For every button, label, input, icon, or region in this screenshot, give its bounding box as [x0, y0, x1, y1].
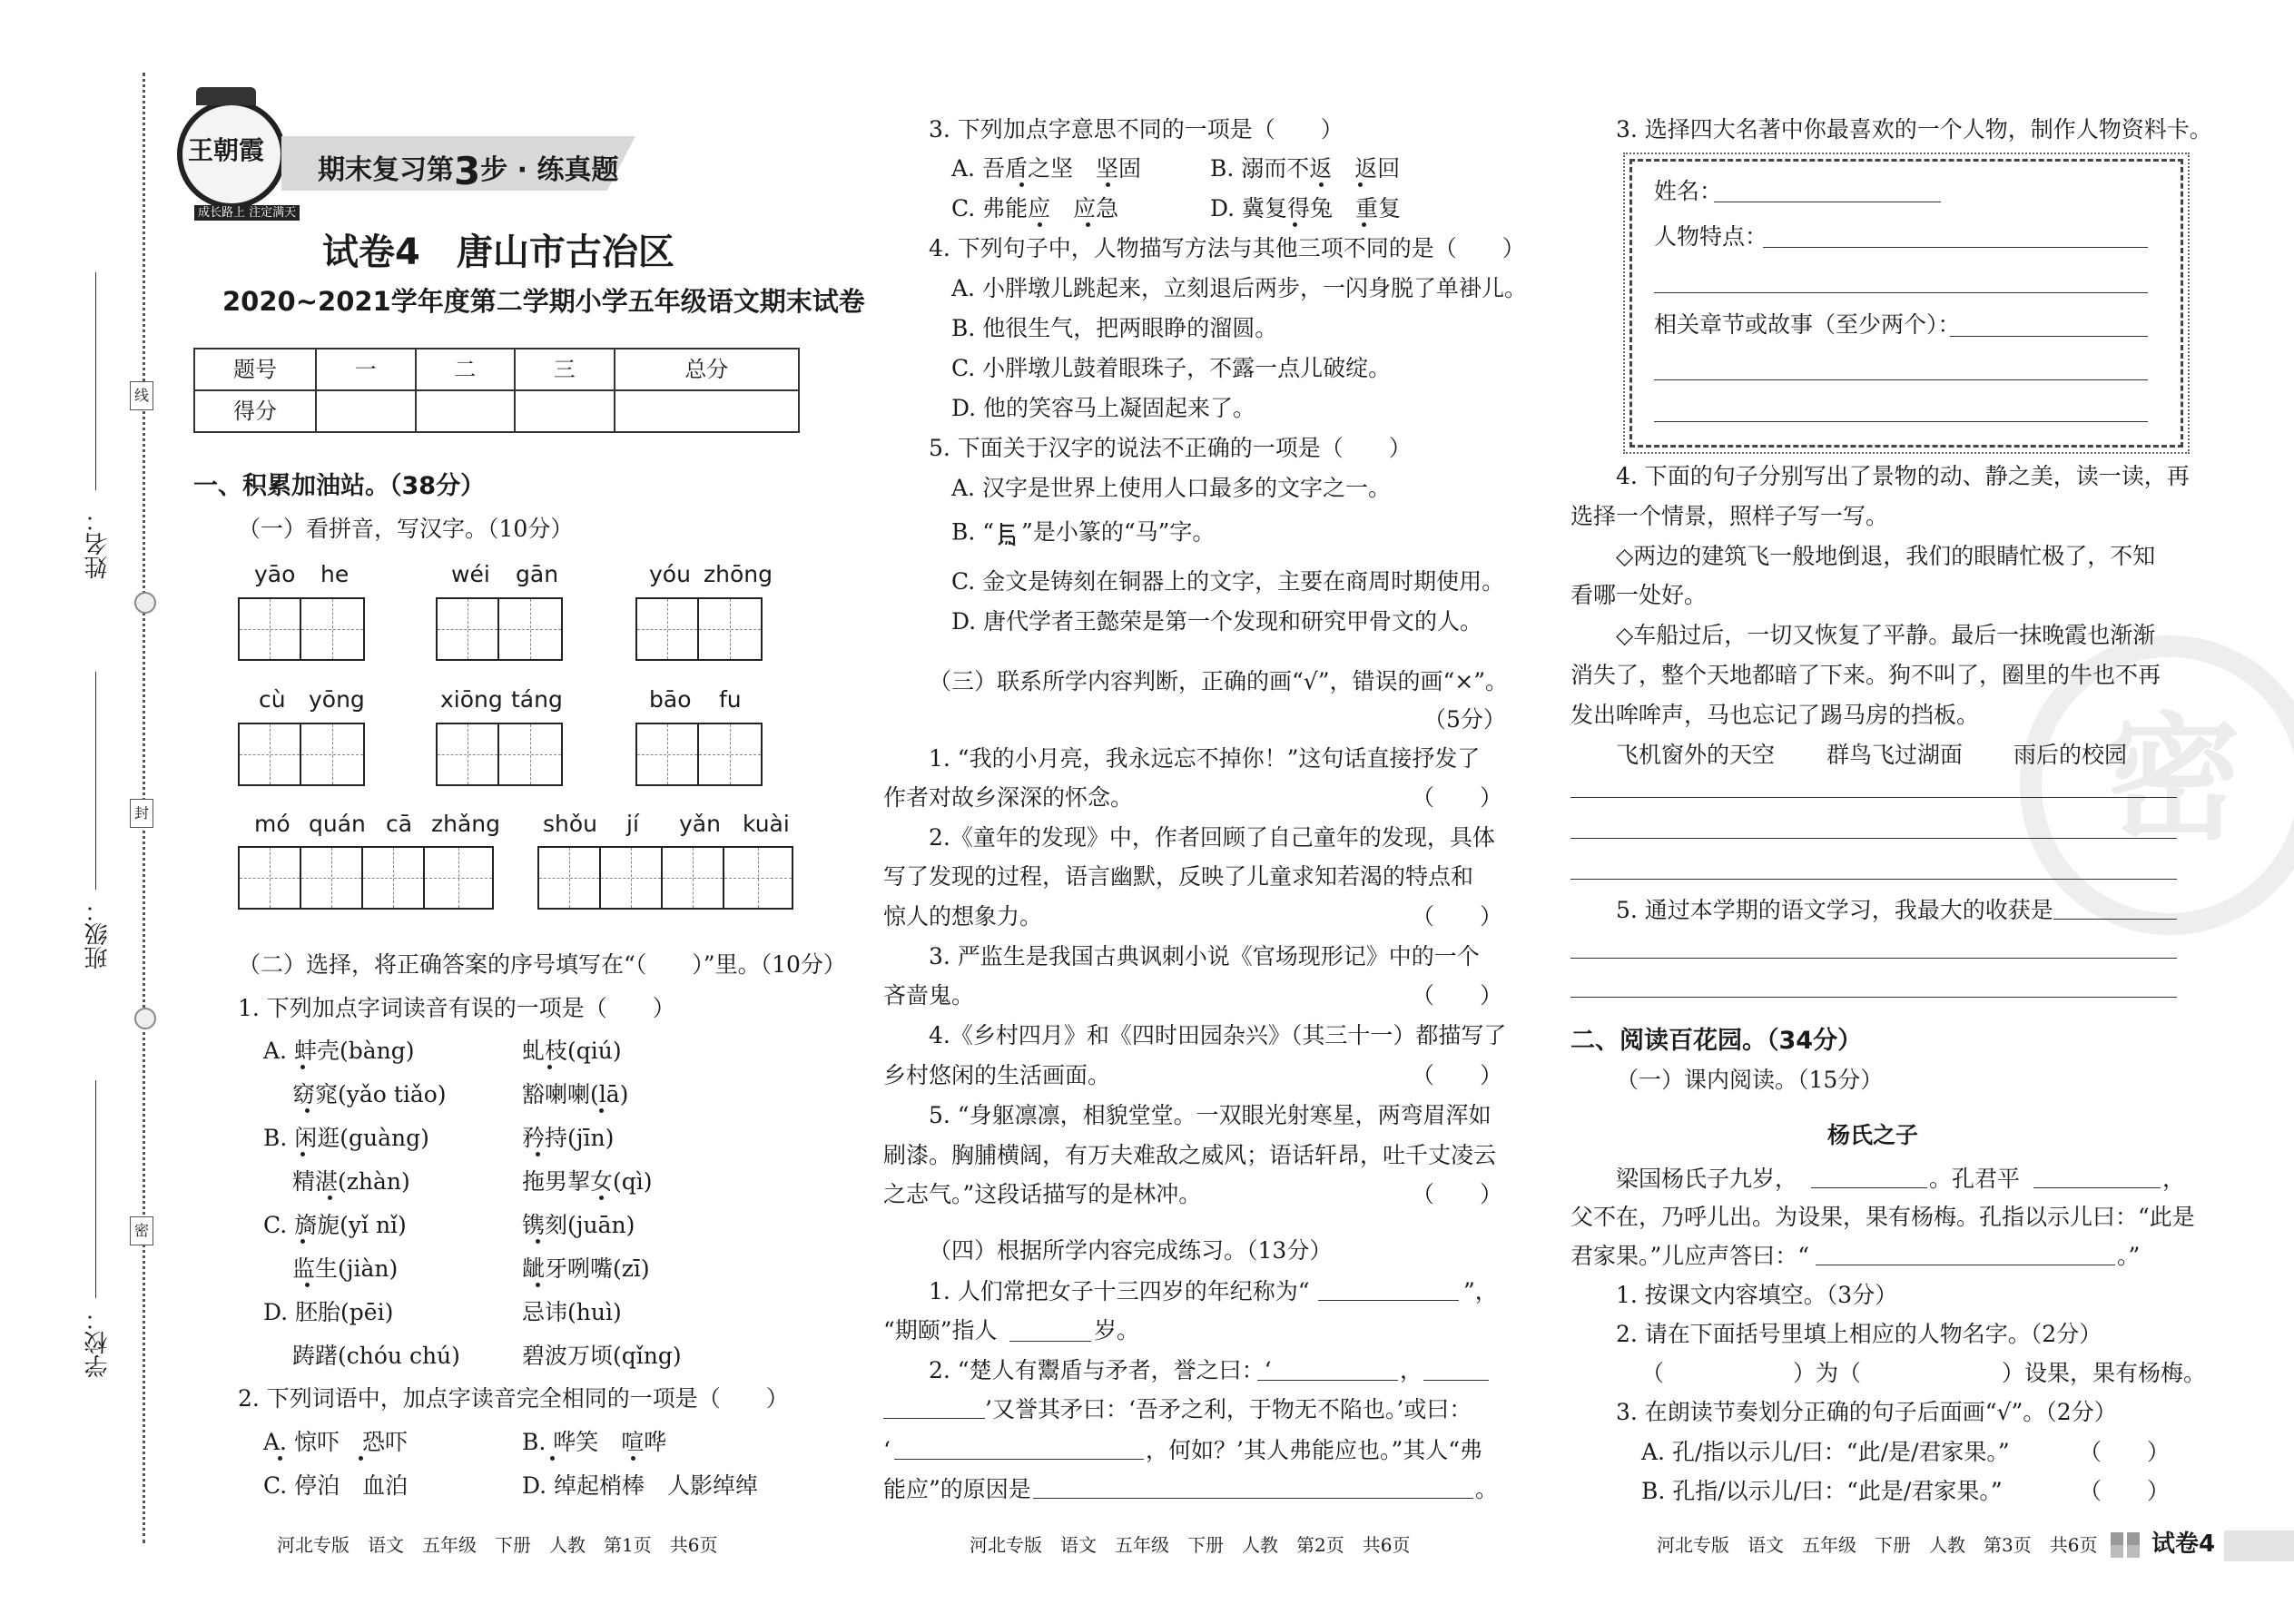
- pinyin: zhōng: [704, 561, 773, 587]
- emphasis-dot: [328, 1196, 332, 1200]
- q4-text: 看哪一处好。: [1570, 582, 1708, 608]
- emphasis-dot: [536, 1239, 540, 1244]
- score-cell[interactable]: [316, 390, 416, 432]
- blank-line[interactable]: [883, 1418, 985, 1419]
- passage-text: 。”: [2117, 1243, 2141, 1269]
- card-story-field[interactable]: [1654, 379, 2148, 380]
- answer-line[interactable]: [1570, 879, 2177, 880]
- emphasis-dot: [599, 1196, 604, 1200]
- section-2-title: 二、阅读百花园。（34分）: [1570, 1027, 1863, 1055]
- passage-text: 梁国杨氏子九岁，: [1616, 1166, 1798, 1192]
- answer-line[interactable]: [2053, 919, 2177, 920]
- score-header: 一: [316, 349, 416, 390]
- blank-line[interactable]: [1423, 1380, 1489, 1381]
- option-b-suffix: ”是小篆的“马”字。: [1021, 518, 1216, 546]
- option: 踌躇(chóu chú): [292, 1343, 460, 1369]
- judge-text: 惊人的想象力。: [883, 903, 1043, 930]
- char-box[interactable]: [436, 597, 563, 661]
- reading-q2-c: ）设果，果有杨梅。: [2002, 1360, 2207, 1386]
- emphasis-dot: [599, 1108, 604, 1113]
- question-2: 2. 下列词语中，加点字读音完全相同的一项是（ ）: [238, 1385, 789, 1412]
- judge-text: 之志气。”这段话描写的是林冲。: [883, 1181, 1202, 1207]
- reading-q2-b: ）为（: [1793, 1360, 1862, 1386]
- banner-text: [318, 147, 619, 193]
- scene-option: 群鸟飞过湖面: [1826, 742, 1964, 768]
- judge-text: 5. “身躯凛凛，相貌堂堂。一双眼光射寒星，两弯眉浑如: [929, 1102, 1492, 1128]
- school-field[interactable]: [95, 1080, 96, 1298]
- pinyin: mó: [254, 811, 290, 837]
- option: 窈窕(yǎo tiǎo): [292, 1081, 447, 1107]
- exam-subtitle: 2020~2021学年度第二学期小学五年级语文期末试卷: [222, 286, 865, 317]
- passage-text: ，: [2162, 1166, 2186, 1192]
- option-b-prefix: B. “: [951, 518, 995, 546]
- option: C. 弗能应 应急: [951, 195, 1119, 221]
- question-1: 1. 下列加点字词读音有误的一项是（ ）: [238, 995, 675, 1021]
- brand-logo: [177, 100, 286, 209]
- score-header: 题号: [194, 349, 316, 390]
- fill-text: 岁。: [1094, 1317, 1140, 1343]
- answer-paren[interactable]: （ ）: [1412, 1062, 1503, 1088]
- emphasis-dot: [305, 1283, 310, 1287]
- emphasis-dot: [1358, 182, 1363, 187]
- emphasis-dot: [547, 1065, 552, 1069]
- judge-text: 4.《乡村四月》和《四时田园杂兴》（其三十一）都描写了: [929, 1022, 1507, 1048]
- option: 虬枝(qiú): [522, 1038, 622, 1064]
- judge-text: 3. 严监生是我国古典讽刺小说《官场现形记》中的一个: [929, 943, 1480, 969]
- option: C. 小胖墩儿鼓着眼珠子，不露一点儿破绽。: [951, 355, 1392, 381]
- pinyin: yóu: [649, 561, 691, 587]
- pinyin: zhǎng: [431, 811, 501, 837]
- char-box[interactable]: [238, 597, 365, 661]
- card-trait-field[interactable]: [1763, 247, 2148, 248]
- option: D. 冀复得兔 重复: [1210, 195, 1402, 221]
- logo-text: 王朝霞: [188, 135, 265, 165]
- fill-text: ‘: [883, 1437, 891, 1463]
- pinyin: quán: [309, 811, 366, 837]
- char-box[interactable]: [238, 846, 494, 910]
- fill-text: ’又誉其矛曰：‘吾矛之利，于物无不陷也。’或曰：: [985, 1396, 1472, 1422]
- q4-text: ◇两边的建筑飞一般地倒退，我们的眼睛忙极了，不知: [1616, 543, 2156, 569]
- pinyin: kuài: [743, 811, 790, 837]
- name-field[interactable]: [95, 272, 96, 490]
- question-3: 3. 下列加点字意思不同的一项是（ ）: [929, 116, 1344, 143]
- question-5: 5. 下面关于汉字的说法不正确的一项是（ ）: [929, 435, 1412, 461]
- option: A. 吾盾之坚 坚固: [951, 155, 1141, 182]
- option: 精湛(zhàn): [292, 1168, 410, 1195]
- question-5: 5. 通过本学期的语文学习，我最大的收获是: [1616, 897, 2053, 923]
- pinyin: wéi: [451, 561, 490, 587]
- option: 忌讳(huì): [522, 1299, 622, 1325]
- answer-paren[interactable]: （ ）: [1412, 1181, 1503, 1207]
- emphasis-dot: [1019, 182, 1024, 187]
- emphasis-dot: [300, 1239, 305, 1244]
- part-2-title: （二）选择，将正确答案的序号填写在“（ ）”里。（10分）: [238, 951, 846, 978]
- score-header: 二: [416, 349, 516, 390]
- fill-text: ”，: [1463, 1278, 1498, 1304]
- fill-text: ，: [1400, 1357, 1423, 1383]
- q4-text: 发出哞哞声，马也忘记了踢马房的挡板。: [1570, 702, 1980, 728]
- exam-title: 试卷4 唐山市古冶区: [322, 231, 674, 273]
- answer-line[interactable]: [1570, 838, 2177, 839]
- option: C. 旖旎(yǐ nǐ): [263, 1212, 407, 1238]
- char-box[interactable]: [635, 723, 763, 786]
- emphasis-dot: [536, 1152, 540, 1156]
- card-trait-field[interactable]: [1654, 292, 2148, 293]
- blank-line[interactable]: [2033, 1187, 2161, 1188]
- school-label: 学校：: [84, 1307, 112, 1378]
- scene-option: 飞机窗外的天空: [1616, 742, 1776, 768]
- pinyin: cù: [259, 686, 286, 713]
- answer-paren[interactable]: （ ）: [2079, 1439, 2171, 1465]
- pinyin: yōng: [309, 686, 365, 713]
- option: A. 小胖墩儿跳起来，立刻退后两步，一闪身脱了单褂儿。: [951, 275, 1527, 301]
- banner-prefix: 期末复习第: [318, 154, 454, 186]
- blank-line[interactable]: [1257, 1380, 1398, 1381]
- card-story-field[interactable]: [1950, 336, 2148, 337]
- judge-text: 作者对故乡深深的怀念。: [883, 784, 1134, 811]
- option: B. 孔指/以示儿/曰：“此是/君家果。”: [1641, 1478, 2003, 1504]
- passage-text: 父不在，乃呼儿出。为设果，果有杨梅。孔指以示儿曰：“此是: [1570, 1204, 2195, 1230]
- answer-paren[interactable]: （ ）: [1412, 784, 1503, 811]
- card-name-label: 姓名：: [1654, 178, 1723, 204]
- page-footer: 河北专版 语文 五年级 下册 人教 第3页 共6页: [1657, 1534, 2098, 1556]
- q4-text: 4. 下面的句子分别写出了景物的动、静之美，读一读，再: [1616, 463, 2190, 489]
- q4-text: ◇车船过后，一切又恢复了平静。最后一抹晚霞也渐渐: [1616, 622, 2156, 648]
- passage-text: 君家果。”儿应声答曰：“: [1570, 1243, 1810, 1269]
- answer-line[interactable]: [1570, 997, 2177, 998]
- seal-mid: 封: [130, 799, 153, 828]
- pinyin: cā: [386, 811, 413, 837]
- banner-suffix: 步 · 练真题: [480, 154, 619, 186]
- part-1-title: （一）看拼音，写汉字。（10分）: [238, 516, 574, 542]
- score-cell[interactable]: [515, 390, 615, 432]
- score-cell[interactable]: [416, 390, 516, 432]
- section-1-title: 一、积累加油站。（38分）: [193, 472, 486, 500]
- char-box[interactable]: [537, 846, 793, 910]
- watermark-text: 密: [2105, 701, 2242, 859]
- option: B. 溺而不返 返回: [1210, 155, 1401, 182]
- card-story-field[interactable]: [1654, 421, 2148, 422]
- tab-deco-icon: [2111, 1532, 2123, 1545]
- seal-bottom: 密: [130, 1216, 153, 1245]
- seal-top: 线: [130, 381, 153, 410]
- emphasis-dot: [278, 1456, 282, 1461]
- option: 镌刻(juān): [522, 1212, 635, 1238]
- option: A. 惊吓 恐吓: [263, 1429, 408, 1455]
- char-box[interactable]: [635, 597, 763, 661]
- score-table: [193, 348, 800, 433]
- judge-text: 吝啬鬼。: [883, 982, 975, 1009]
- card-trait-label: 人物特点：: [1654, 223, 1768, 250]
- option: B. 他很生气，把两眼睁的溜圆。: [951, 315, 1278, 341]
- pinyin: yāo: [254, 561, 296, 587]
- fill-text: ，何如？’其人弗能应也。”其人“弗: [1146, 1437, 1483, 1463]
- banner-step: 3: [454, 149, 481, 193]
- pinyin: bāo: [649, 686, 692, 713]
- fill-text: 。: [1475, 1476, 1499, 1502]
- fill-text: 能应”的原因是: [883, 1476, 1031, 1502]
- option: D. 胚胎(pēi): [263, 1299, 394, 1325]
- card-story-label: 相关章节或故事（至少两个）：: [1654, 311, 1961, 338]
- char-box[interactable]: [436, 723, 563, 786]
- reading-q2: 2. 请在下面括号里填上相应的人物名字。（2分）: [1616, 1321, 2102, 1347]
- fill-text: 2. “楚人有鬻盾与矛者，誉之曰：‘: [929, 1357, 1272, 1383]
- option: A. 孔/指以示儿/曰：“此/是/君家果。”: [1641, 1439, 2010, 1465]
- emphasis-dot: [631, 1456, 635, 1461]
- reading-q3: 3. 在朗读节奏划分正确的句子后面画“√”。（2分）: [1616, 1399, 2117, 1425]
- answer-paren[interactable]: （ ）: [2079, 1478, 2171, 1504]
- pinyin: he: [320, 561, 350, 587]
- fill-text: 1. 人们常把女子十三四岁的年纪称为“: [929, 1278, 1310, 1304]
- pinyin: yǎn: [679, 811, 721, 837]
- judge-text: 刷漆。胸脯横阔，有万夫难敌之威风；语话轩昂，吐千丈凌云: [883, 1142, 1497, 1168]
- judge-text: 写了发现的过程，语言幽默，反映了儿童求知若渴的特点和: [883, 863, 1474, 890]
- option: 豁喇喇(lā): [522, 1081, 629, 1107]
- option: C. 金文是铸刻在铜器上的文字，主要在商周时期使用。: [951, 568, 1505, 595]
- blank-line[interactable]: [1009, 1341, 1091, 1342]
- name-label: 姓名：: [84, 508, 112, 579]
- blank-line[interactable]: [1033, 1498, 1473, 1499]
- option: 碧波万顷(qǐng): [522, 1343, 682, 1369]
- question-3: 3. 选择四大名著中你最喜欢的一个人物，制作人物资料卡。: [1616, 116, 2212, 143]
- question-4: 4. 下列句子中，人物描写方法与其他三项不同的是（ ）: [929, 235, 1525, 261]
- score-header: 三: [515, 349, 615, 390]
- page-footer: 河北专版 语文 五年级 下册 人教 第1页 共6页: [277, 1534, 718, 1556]
- emphasis-dot: [1293, 222, 1297, 227]
- pinyin: táng: [511, 686, 563, 713]
- emphasis-dot: [300, 1065, 305, 1069]
- scene-option: 雨后的校园: [2013, 742, 2128, 768]
- part-1-title: （一）课内阅读。（15分）: [1616, 1067, 1884, 1093]
- logo-tagline: 成长路上 注定满天: [194, 205, 300, 221]
- pinyin: shǒu: [543, 811, 598, 837]
- page-footer: 河北专版 语文 五年级 下册 人教 第2页 共6页: [970, 1534, 1411, 1556]
- part-3-score: （5分）: [1423, 706, 1506, 733]
- option: 矜持(jīn): [522, 1125, 615, 1151]
- option: D. 绰起梢棒 人影绰绰: [522, 1472, 759, 1499]
- exam-tab: 试卷4: [2151, 1530, 2216, 1558]
- score-header: 总分: [615, 349, 799, 390]
- judge-text: 2.《童年的发现》中，作者回顾了自己童年的发现，具体: [929, 824, 1495, 851]
- emphasis-dot: [1319, 182, 1324, 187]
- judge-text: 乡村悠闲的生活画面。: [883, 1062, 1111, 1088]
- answer-paren[interactable]: （ ）: [1412, 903, 1503, 930]
- part-4-title: （四）根据所学内容完成练习。（13分）: [929, 1237, 1333, 1264]
- judge-text: 1. “我的小月亮，我永远忘不掉你！”这句话直接抒发了: [929, 745, 1481, 772]
- option: B. 哗笑 喧哗: [522, 1429, 667, 1455]
- q4-text: 消失了，整个天地都暗了下来。狗不叫了，圈里的牛也不再: [1570, 662, 2161, 688]
- blank-line[interactable]: [1318, 1300, 1459, 1301]
- option: A. 蚌壳(bàng): [263, 1038, 415, 1064]
- pinyin: fu: [719, 686, 742, 713]
- binding-hole-icon: [134, 1008, 156, 1029]
- blank-line[interactable]: [894, 1459, 1144, 1460]
- fill-text: “期颐”指人: [883, 1317, 998, 1343]
- blank-line[interactable]: [1811, 1187, 1927, 1188]
- answer-line[interactable]: [1570, 797, 2177, 798]
- option: 龇牙咧嘴(zī): [522, 1255, 650, 1282]
- emphasis-dot: [1086, 222, 1090, 227]
- emphasis-dot: [536, 1283, 540, 1287]
- score-cell[interactable]: [615, 390, 799, 432]
- char-box[interactable]: [238, 723, 365, 786]
- option: C. 停泊 血泊: [263, 1472, 409, 1499]
- emphasis-dot: [1038, 222, 1042, 227]
- passage-text: 。孔君平: [1929, 1166, 2021, 1192]
- emphasis-dot: [305, 1108, 310, 1113]
- option: D. 唐代学者王懿荣是第一个发现和研究甲骨文的人。: [951, 608, 1483, 635]
- pinyin: xiōng: [440, 686, 503, 713]
- binding-hole-icon: [134, 592, 156, 614]
- pinyin: jí: [626, 811, 639, 837]
- emphasis-dot: [359, 1456, 363, 1461]
- class-field[interactable]: [95, 672, 96, 890]
- score-row-label: 得分: [194, 390, 316, 432]
- part-3-title: （三）联系所学内容判断，正确的画“√”，错误的画“×”。: [929, 668, 1509, 694]
- class-label: 班级：: [84, 899, 112, 969]
- tab-background: [2224, 1530, 2294, 1561]
- pinyin: gān: [516, 561, 559, 587]
- option: D. 他的笑容马上凝固起来了。: [951, 395, 1256, 421]
- reading-q2-a: （: [1641, 1360, 1665, 1386]
- seal-script-horse-icon: [994, 520, 1021, 547]
- reading-q1: 1. 按课文内容填空。（3分）: [1616, 1282, 1898, 1308]
- q4-text: 选择一个情景，照样子写一写。: [1570, 503, 1889, 529]
- crown-icon: [196, 87, 256, 105]
- option: B. 闲逛(guàng): [263, 1125, 429, 1151]
- emphasis-dot: [1106, 182, 1110, 187]
- emphasis-dot: [550, 1456, 555, 1461]
- option-b: [951, 520, 1215, 547]
- emphasis-dot: [1362, 222, 1366, 227]
- option: 拖男挈女(qì): [522, 1168, 653, 1195]
- answer-paren[interactable]: （ ）: [1412, 982, 1503, 1009]
- emphasis-dot: [300, 1152, 305, 1156]
- passage-title: 杨氏之子: [1827, 1122, 1919, 1148]
- option: 监生(jiàn): [292, 1255, 399, 1282]
- option: A. 汉字是世界上使用人口最多的文字之一。: [951, 475, 1391, 501]
- answer-line[interactable]: [1570, 958, 2177, 959]
